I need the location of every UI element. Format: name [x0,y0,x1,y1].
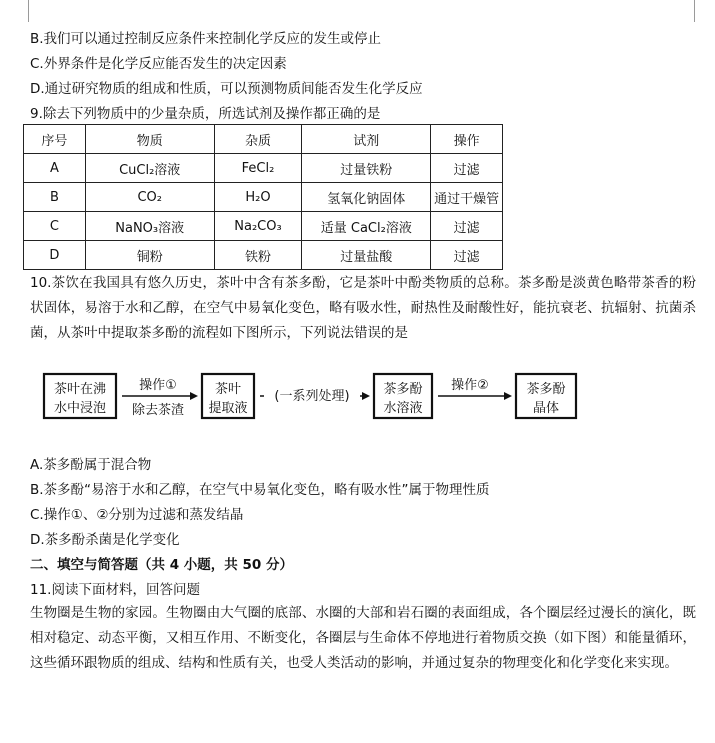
section-heading: 二、填空与简答题（共 4 小题，共 50 分） [30,557,293,573]
flow-arrow-1-top-label: 操作① [139,378,177,393]
table-cell: 氢氧化钠固体 [302,183,431,212]
q10-option-a: A.茶多酚属于混合物 [30,457,152,473]
table-cell: 过滤 [431,154,503,183]
q10-option-d: D.茶多酚杀菌是化学变化 [30,532,180,548]
table-cell: 过滤 [431,241,503,270]
table-cell: 过量盐酸 [302,241,431,270]
header-cell: 杂质 [214,125,302,154]
table-cell: C [24,212,86,241]
flow-arrow-3-label: 操作② [451,378,489,393]
margin-mark-right [694,0,695,22]
margin-mark-left [28,0,29,22]
arrow-head-icon [190,392,198,400]
q9-stem: 9.除去下列物质中的少量杂质，所选试剂及操作都正确的是 [30,106,381,122]
table-row [24,154,503,183]
flow-arrow-2-label: (一系列处理) [274,389,350,404]
table-cell: CuCl₂溶液 [85,154,214,183]
table-cell: CO₂ [85,183,214,212]
flow-box-4-line1: 茶多酚 [526,382,566,397]
header-cell: 物质 [85,125,214,154]
table-cell: Na₂CO₃ [214,212,302,241]
header-cell: 操作 [431,125,503,154]
q11-stem: 11.阅读下面材料，回答问题 [30,582,200,598]
table-cell: 铁粉 [214,241,302,270]
header-cell: 序号 [24,125,86,154]
q10-option-b: B.茶多酚“易溶于水和乙醇，在空气中易氧化变色，略有吸水性”属于物理性质 [30,482,490,498]
flow-box-4-line2: 晶体 [532,401,560,416]
arrow-head-icon [362,392,370,400]
table-header-row [24,125,503,154]
q11-paragraph: 生物圈是生物的家园。生物圈由大气圈的底部、水圈的大部和岩石圈的表面组成，各个圈层经过漫长的演化，既相对稳定、动态平衡，又相互作用、不断变化，各圈层与生命体不停地进行着物质交换（如下图）和能量循环，这些循环跟物质的组成、结构和性质有关，也受人类活动的影响，并通过复杂的物理变化和化学变化来实现。 [30,605,696,671]
q10-stem: 10.茶饮在我国具有悠久历史，茶叶中含有茶多酚，它是茶叶中酚类物质的总称。茶多酚是淡黄色略带茶香的粉状固体，易溶于水和乙醇，在空气中易氧化变色，略有吸水性，耐热性及耐酸性好，能抗衰老、抗辐射、抗菌杀菌，从茶叶中提取茶多酚的流程如下图所示，下列说法错误的是 [30,275,696,341]
table-cell: D [24,241,86,270]
flow-box-3-line2: 水溶液 [383,401,423,416]
table-cell: H₂O [214,183,302,212]
flow-box-3-line1: 茶多酚 [383,382,423,397]
q9-table [23,124,503,270]
table-cell: B [24,183,86,212]
flow-box-2-line1: 茶叶 [214,382,242,397]
header-cell: 试剂 [302,125,431,154]
q8-option-d: D.通过研究物质的组成和性质，可以预测物质间能否发生化学反应 [30,81,423,97]
q10-option-c: C.操作①、②分别为过滤和蒸发结晶 [30,507,244,523]
flow-box-1-line1: 茶叶在沸 [53,382,107,397]
table-cell: 通过干燥管 [431,183,503,212]
table-cell: FeCl₂ [214,154,302,183]
flow-box-2-line2: 提取液 [208,401,248,416]
table-cell: 过滤 [431,212,503,241]
q8-option-c: C.外界条件是化学反应能否发生的决定因素 [30,56,287,72]
table-cell: 适量 CaCl₂溶液 [302,212,431,241]
table-cell: 铜粉 [85,241,214,270]
table-cell: NaNO₃溶液 [85,212,214,241]
table-row [24,183,503,212]
flow-arrow-1-bottom-label: 除去茶渣 [131,403,185,418]
table-row [24,241,503,270]
table-row [24,212,503,241]
tea-polyphenol-flow-diagram [42,368,582,428]
flow-box-1-line2: 水中浸泡 [53,401,107,416]
arrow-head-icon [504,392,512,400]
q8-option-b: B.我们可以通过控制反应条件来控制化学反应的发生或停止 [30,31,382,47]
table-cell: A [24,154,86,183]
table-cell: 过量铁粉 [302,154,431,183]
